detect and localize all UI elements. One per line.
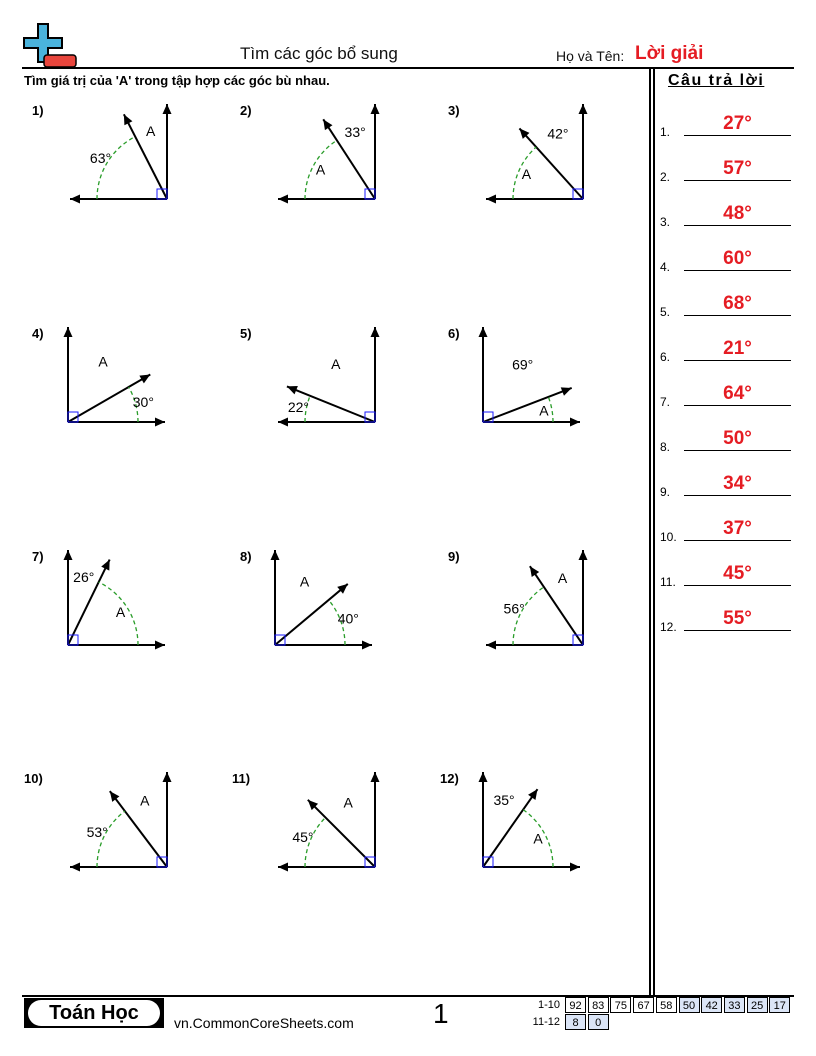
- problem-number: 11): [232, 771, 251, 786]
- arc-angle-label: A: [539, 402, 549, 419]
- top-angle-label: 26°: [73, 568, 95, 585]
- arc-angle-label: 40°: [337, 610, 359, 627]
- top-angle-label: A: [299, 573, 310, 590]
- top-angle-label: A: [331, 355, 341, 372]
- vertical-ray-head: [479, 772, 488, 782]
- horizontal-ray-head: [486, 195, 496, 204]
- arc-angle-label: A: [315, 161, 326, 178]
- page-title: Tìm các góc bổ sung: [240, 44, 398, 63]
- problem-number: 4): [32, 326, 44, 341]
- arc-angle-label: A: [521, 165, 532, 182]
- problem-number: 3): [448, 103, 460, 118]
- score-cell: 92: [565, 997, 586, 1013]
- top-angle-label: A: [343, 794, 353, 811]
- answer-value: 55°: [684, 608, 791, 631]
- score-cell: 17: [769, 997, 790, 1013]
- arc-angle-label: A: [115, 604, 126, 621]
- score-cell: 58: [656, 997, 677, 1013]
- name-value: Lời giải: [635, 43, 704, 64]
- answer-number: 10.: [660, 530, 677, 544]
- brand-label: Toán Học: [28, 1000, 160, 1026]
- answer-value: 37°: [684, 518, 791, 541]
- vertical-ray-head: [371, 772, 380, 782]
- angle-ray-head: [561, 387, 572, 395]
- answer-number: 7.: [660, 395, 671, 409]
- problem-number: 10): [24, 771, 43, 786]
- score-cell: 25: [747, 997, 768, 1013]
- angle-arc: [97, 137, 135, 199]
- score-cell: 67: [633, 997, 654, 1013]
- horizontal-ray-head: [278, 195, 288, 204]
- answer-number: 4.: [660, 260, 671, 274]
- angle-ray-head: [530, 566, 539, 577]
- problem-number: 6): [448, 326, 460, 341]
- arc-angle-label: A: [533, 830, 543, 847]
- angle-ray-head: [528, 789, 537, 800]
- page-number: 1: [433, 998, 449, 1029]
- answer-value: 45°: [684, 563, 791, 586]
- answer-number: 3.: [660, 215, 671, 229]
- top-angle-label: A: [145, 122, 156, 139]
- problem-number: 9): [448, 549, 460, 564]
- answer-value: 27°: [684, 113, 791, 136]
- horizontal-ray-head: [278, 863, 288, 872]
- arc-angle-label: 45°: [292, 829, 314, 846]
- vertical-ray-head: [579, 104, 588, 114]
- horizontal-ray-head: [362, 641, 372, 650]
- score-row-label: 11-12: [532, 1016, 560, 1028]
- angle-ray: [530, 566, 583, 645]
- angle-ray: [110, 791, 167, 867]
- name-label: Họ và Tên:: [556, 48, 625, 64]
- arc-angle-label: 56°: [503, 600, 525, 617]
- horizontal-ray-head: [570, 418, 580, 427]
- score-cell: 75: [610, 997, 631, 1013]
- site-url[interactable]: vn.CommonCoreSheets.com: [174, 1015, 354, 1031]
- arc-angle-label: 22°: [287, 399, 310, 416]
- score-cell: 50: [679, 997, 700, 1013]
- vertical-ray-head: [163, 772, 172, 782]
- column-divider: [653, 68, 655, 996]
- vertical-ray-head: [371, 327, 380, 337]
- vertical-ray-head: [479, 327, 488, 337]
- horizontal-ray-head: [155, 641, 165, 650]
- answer-number: 12.: [660, 620, 677, 634]
- top-angle-label: 35°: [493, 792, 515, 809]
- top-angle-label: A: [557, 570, 568, 587]
- vertical-ray-head: [64, 327, 73, 337]
- top-angle-label: 42°: [547, 125, 569, 142]
- problem-number: 2): [240, 103, 252, 118]
- horizontal-ray-head: [70, 195, 80, 204]
- answer-value: 68°: [684, 293, 791, 316]
- vertical-ray-head: [371, 104, 380, 114]
- angle-ray-head: [323, 119, 332, 130]
- score-cell: 8: [565, 1014, 586, 1030]
- answer-number: 11.: [660, 575, 676, 589]
- arc-angle-label: 63°: [89, 150, 112, 167]
- horizontal-ray-head: [278, 418, 288, 427]
- problem-number: 12): [440, 771, 459, 786]
- answer-number: 8.: [660, 440, 671, 454]
- horizontal-ray-head: [155, 418, 165, 427]
- answer-number: 6.: [660, 350, 671, 364]
- horizontal-ray-head: [486, 641, 496, 650]
- angle-arc: [548, 397, 553, 422]
- answer-value: 48°: [684, 203, 791, 226]
- answer-value: 50°: [684, 428, 791, 451]
- score-cell: 42: [701, 997, 722, 1013]
- answer-number: 2.: [660, 170, 671, 184]
- answer-number: 5.: [660, 305, 671, 319]
- answer-value: 21°: [684, 338, 791, 361]
- answer-number: 1.: [660, 125, 671, 139]
- score-cell: 83: [588, 997, 609, 1013]
- answer-value: 60°: [684, 248, 791, 271]
- horizontal-ray-head: [70, 863, 80, 872]
- score-cell: 33: [724, 997, 745, 1013]
- top-angle-label: A: [98, 353, 108, 370]
- horizontal-ray-head: [570, 863, 580, 872]
- vertical-ray-head: [64, 550, 73, 560]
- arc-angle-label: 53°: [86, 824, 108, 841]
- answers-title: Câu trả lời: [668, 72, 765, 89]
- vertical-ray-head: [163, 104, 172, 114]
- instructions: Tìm giá trị của 'A' trong tập hợp các góc bù nhau.: [24, 73, 330, 88]
- top-angle-label: 33°: [344, 123, 366, 140]
- problem-number: 5): [240, 326, 252, 341]
- angle-ray-head: [110, 791, 120, 802]
- problem-number: 8): [240, 549, 252, 564]
- answer-value: 34°: [684, 473, 791, 496]
- answer-number: 9.: [660, 485, 671, 499]
- answer-value: 64°: [684, 383, 791, 406]
- arc-angle-label: 30°: [132, 393, 154, 410]
- angle-ray: [483, 388, 572, 422]
- answer-value: 57°: [684, 158, 791, 181]
- problem-number: 7): [32, 549, 44, 564]
- vertical-ray-head: [579, 550, 588, 560]
- problem-number: 1): [32, 103, 44, 118]
- top-angle-label: A: [140, 792, 150, 809]
- score-cell: 0: [588, 1014, 609, 1030]
- top-angle-label: 69°: [512, 356, 534, 373]
- score-row-label: 1-10: [537, 999, 560, 1011]
- vertical-ray-head: [271, 550, 280, 560]
